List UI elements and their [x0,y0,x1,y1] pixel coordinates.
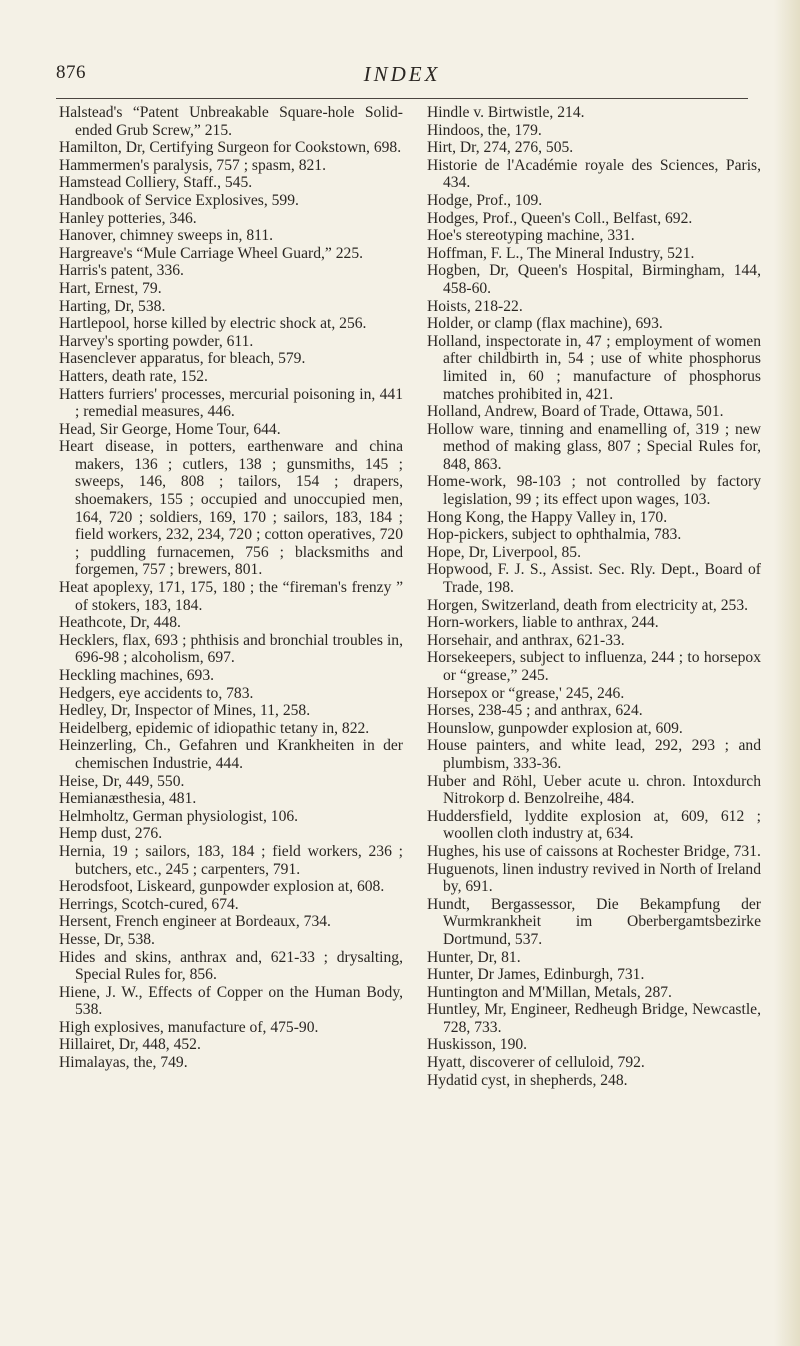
index-entry: Hesse, Dr, 538. [59,930,155,948]
index-entry: Hundt, Bergassessor, Die Bekampfung der Wurmkrankheit im Oberbergamtsbezirke Dortmund, 537. [427,895,761,948]
page-title: INDEX [363,62,441,86]
index-entry: Herrings, Scotch-cured, 674. [59,895,239,913]
index-entry: Hindle v. Birtwistle, 214. [427,104,585,121]
index-entry: Hamilton, Dr, Certifying Surgeon for Cookstown, 698. [59,139,402,157]
index-entry: Hounslow, gunpowder explosion at, 609. [427,719,683,737]
index-entry: Hanover, chimney sweeps in, 811. [59,227,274,245]
index-entry: Hammermen's paralysis, 757 ; spasm, 821. [59,156,326,174]
index-entry: Hollow ware, tinning and enamelling of, 319 ; new method of making glass, 807 ; Special Rules for, 848, 863. [427,420,761,473]
index-entry: Horses, 238-45 ; and anthrax, 624. [427,702,643,720]
index-entry: Harvey's sporting powder, 611. [59,332,254,350]
index-entry: Halstead's “Patent Unbreakable Square-hole Solid-ended Grub Screw,” 215. [59,104,403,139]
index-entry: Hernia, 19 ; sailors, 183, 184 ; field workers, 236 ; butchers, etc., 245 ; carpenters, 791. [59,842,403,878]
index-column-right [427,104,761,1089]
index-entry: Hughes, his use of caissons at Rochester Bridge, 731. [427,842,761,860]
index-entry: Hunter, Dr James, Edinburgh, 731. [427,966,645,984]
index-entry: Horgen, Switzerland, death from electricity at, 253. [427,596,749,614]
index-entry: Horsepox or “grease,' 245, 246. [427,684,625,702]
index-entry: Hunter, Dr, 81. [427,948,521,966]
page-edge-shadow [774,0,800,1346]
index-entry: Horn-workers, liable to anthrax, 244. [427,614,659,632]
index-entry: Heinzerling, Ch., Gefahren und Krankheiten in der chemischen Industrie, 444. [59,737,403,772]
index-entry: Hartlepool, horse killed by electric shock at, 256. [59,315,367,333]
index-entry: Huskisson, 190. [427,1036,528,1054]
index-entry: Harting, Dr, 538. [59,297,166,315]
index-entry: Huddersfield, lyddite explosion at, 609, 612 ; woollen cloth industry at, 634. [427,807,761,843]
index-entry: Hedley, Dr, Inspector of Mines, 11, 258. [59,702,311,720]
index-entry: Heckling machines, 693. [59,667,215,684]
index-entry: House painters, and white lead, 292, 293 ; and plumbism, 333-36. [427,737,761,772]
index-entry: Heidelberg, epidemic of idiopathic tetany in, 822. [59,719,370,737]
index-entry: Hillairet, Dr, 448, 452. [59,1036,201,1054]
index-entry: Handbook of Service Explosives, 599. [59,191,299,209]
index-entry: Huntley, Mr, Engineer, Redheugh Bridge, Newcastle, 728, 733. [427,1001,761,1036]
index-entry: Hodges, Prof., Queen's Coll., Belfast, 692. [427,209,693,227]
index-entry: Heathcote, Dr, 448. [59,614,181,632]
page-number: 876 [56,62,86,83]
index-entry: Heat apoplexy, 171, 175, 180 ; the “fireman's frenzy ” of stokers, 183, 184. [59,579,403,614]
index-entry: Hemianæsthesia, 481. [59,790,197,808]
index-entry: Himalayas, the, 749. [59,1054,188,1072]
index-entry: Hope, Dr, Liverpool, 85. [427,543,581,561]
index-entry: Hodge, Prof., 109. [427,191,543,209]
index-entry: Heart disease, in potters, earthenware and china makers, 136 ; cutlers, 138 ; gunsmiths, 145 ; sweeps, 146, 808 ; tailors, 154 ; drapers, shoemakers, 155 ; occupied and unoccupied men, 164, 720 ; soldiers, 169, 170 ; sailors, 183, 184 ; field workers, 232, 234, 720 ; cotton operatives, 720 ; puddling furnacemen, 756 ; blacksmiths and forgemen, 757 ; brewers, 801. [59,438,403,579]
index-entry: Hoists, 218-22. [427,297,523,315]
index-entry: Head, Sir George, Home Tour, 644. [59,420,281,438]
index-entry: Hoffman, F. L., The Mineral Industry, 521. [427,244,695,262]
index-entry: Historie de l'Académie royale des Sciences, Paris, 434. [427,156,761,192]
index-entry: Hedgers, eye accidents to, 783. [59,684,254,702]
index-entry: Hopwood, F. J. S., Assist. Sec. Rly. Dept., Board of Trade, 198. [427,561,761,597]
index-entry: Huguenots, linen industry revived in North of Ireland by, 691. [427,860,761,896]
index-entry: Hecklers, flax, 693 ; phthisis and bronchial troubles in, 696-98 ; alcoholism, 697. [59,631,403,667]
index-entry: Hargreave's “Mule Carriage Wheel Guard,” 225. [59,244,364,262]
index-entry: Hindoos, the, 179. [427,121,542,139]
index-entry: Harris's patent, 336. [59,262,184,280]
index-entry: Hong Kong, the Happy Valley in, 170. [427,508,668,526]
index-entry: Hamstead Colliery, Staff., 545. [59,174,253,192]
index-entry: Holland, inspectorate in, 47 ; employment of women after childbirth in, 54 ; use of white phosphorus limited in, 60 ; manufacture of phosphorus matches prohibited in, 421. [427,332,761,403]
index-entry: Holder, or clamp (flax machine), 693. [427,315,663,333]
index-entry: Huntington and M'Millan, Metals, 287. [427,983,672,1001]
index-entry: Hatters, death rate, 152. [59,367,208,385]
index-entry: Hoe's stereotyping machine, 331. [427,227,635,245]
index-entry: Hydatid cyst, in shepherds, 248. [427,1071,628,1089]
index-entry: Heise, Dr, 449, 550. [59,772,185,790]
index-entry: Hasenclever apparatus, for bleach, 579. [59,350,306,368]
page-header [56,62,748,99]
index-entry: Horsekeepers, subject to influenza, 244 ; to horsepox or “grease,” 245. [427,649,761,684]
index-entry: Home-work, 98-103 ; not controlled by factory legislation, 99 ; its effect upon wages, 103. [427,473,761,509]
index-entry: Hyatt, discoverer of celluloid, 792. [427,1054,645,1072]
index-entry: Herodsfoot, Liskeard, gunpowder explosion at, 608. [59,878,385,896]
index-column-left [59,104,403,1072]
index-entry: Hiene, J. W., Effects of Copper on the Human Body, 538. [59,983,403,1019]
index-entry: Hirt, Dr, 274, 276, 505. [427,139,574,157]
index-entry: Hogben, Dr, Queen's Hospital, Birmingham, 144, 458-60. [427,262,761,297]
index-entry: Hersent, French engineer at Bordeaux, 734. [59,913,331,931]
index-entry: Holland, Andrew, Board of Trade, Ottawa, 501. [427,403,724,421]
index-entry: Hop-pickers, subject to ophthalmia, 783. [427,526,682,544]
index-entry: Hanley potteries, 346. [59,209,197,227]
index-entry: Hatters furriers' processes, mercurial poisoning in, 441 ; remedial measures, 446. [59,385,403,421]
index-entry: Huber and Röhl, Ueber acute u. chron. Intoxdurch Nitrokorp d. Benzolreihe, 484. [427,772,761,808]
index-entry: Horsehair, and anthrax, 621-33. [427,631,625,649]
index-entry: Helmholtz, German physiologist, 106. [59,807,299,825]
index-entry: Hart, Ernest, 79. [59,279,162,297]
index-entry: Hides and skins, anthrax and, 621-33 ; drysalting, Special Rules for, 856. [59,948,403,984]
index-entry: High explosives, manufacture of, 475-90. [59,1018,319,1036]
index-entry: Hemp dust, 276. [59,825,163,843]
